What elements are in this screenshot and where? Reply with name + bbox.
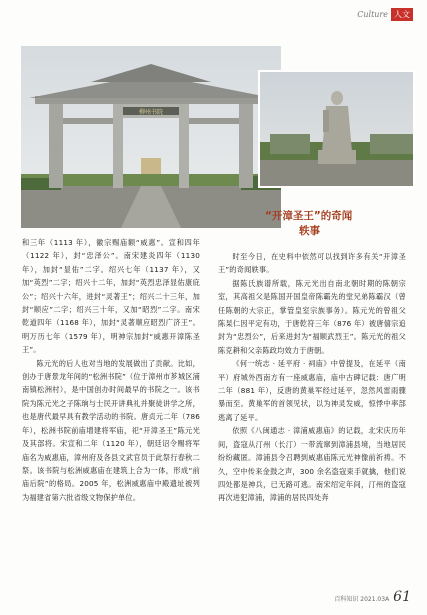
section-label-en: Culture xyxy=(357,10,388,19)
right-paragraph-1: 时至今日，在史料中依然可以找到许多有关“开漳圣王”的奇闻轶事。 xyxy=(218,252,406,275)
left-column xyxy=(22,236,200,504)
right-paragraph-2: 据陈氏族谱所载，陈元光出自南北朝时期的陈朝宗室，其高祖父是陈国开国皇帝陈霸先的堂兄弟陈霸汉（曾任陈朝的大宗正，掌管皇室宗族事务）。陈元光的曾祖父陈杲仁因平定有功，于唐乾符三年（876 年）被唐僖宗追封为“忠烈公”，后来进封为“福顺武烈王”。陈元光的祖父陈克耕和父亲陈政均效力于唐朝。 xyxy=(218,278,406,355)
archway-sign-text: 柳州书院 xyxy=(138,109,164,116)
page-footer xyxy=(334,589,411,605)
page-number: 61 xyxy=(393,589,411,605)
right-paragraph-4: 依照《八闽通志 · 漳浦威惠庙》的记载，北宋庆历年间，盗寇从汀州（长汀）一带流窜到漳浦县境，当地居民纷纷藏匿。漳浦县令召聘到威惠庙陈元光神像前祈祷。不久，空中传来金鼓之声，300 余名盗寇束手就擒，他们说四处都是神兵，已无路可逃。南宋绍定年间，汀州的盗寇再次进犯漳浦，漳浦的居民四处奔 xyxy=(218,426,406,503)
memorial-archway-photo xyxy=(21,46,281,228)
left-paragraph-2: 陈元光的后人也对当地的发展做出了贡献。比如，创办于唐景龙年间的“松洲书院”（位于漳州市芗城区浦南镇松洲村），是中国创办时间最早的书院之一。该书院为陈元光之子陈珦与士民开讲典礼并聚徒讲学之所，也是唐代最早具有教学活动的书院。唐贞元二年（786 年），松洲书院前庙增建将军庙，祀“开漳圣王”陈元光及其部将。宋宣和二年（1120 年），朝廷诏令赐将军庙名为威惠庙，漳州府及各县文武官员于此祭行春秋二祭。该书院与松洲威惠庙在建筑上合为一体，形成“前庙后院”的格局。2005 年，松洲威惠庙中殿遗址被列为福建省第六批省级文物保护单位。 xyxy=(22,358,200,502)
right-column xyxy=(218,250,406,505)
section-header xyxy=(357,8,413,21)
right-paragraph-3: 《何一统志 · 延平府 · 祠庙》中曾提及，在延平（南平）府城外西南方有一座威惠庙，庙中古碑记载：唐广明二年（881 年），反唐的黄巢军经过延平，忽然风雷雨骤暴而至。黄巢军的首领见状，以为神灵发威，惊悸中率部逃离了延平。 xyxy=(218,359,406,422)
article-title-line-2: 轶事 xyxy=(299,225,320,237)
section-label-zh: 人文 xyxy=(391,8,413,21)
statue-photo xyxy=(258,70,415,188)
publication-source: 百科知识 2021.03A xyxy=(334,596,390,603)
left-paragraph-1: 和三年（1113 年），徽宗赐庙额“威惠”。宣和四年（1122 年），封“忠泽公”。南宋建炎四年（1130 年），加封“显佑”二字。绍兴七年（1137 年），又加“英烈”二字；绍兴十二年，加封“英烈忠泽显佑康庇公”；绍兴十六年，进封“灵著王”；绍兴二十三年，加封“顺应”二字；绍兴三十年，又加“昭烈”二字。南宋乾道四年（1168 年），加封“灵著顺应昭烈广济王”。明万历七年（1579 年），明神宗加封“威惠开漳陈圣王”。 xyxy=(22,238,200,355)
article-title-line-1: “开漳圣王”的奇闻 xyxy=(265,210,353,222)
article-title xyxy=(265,209,415,239)
